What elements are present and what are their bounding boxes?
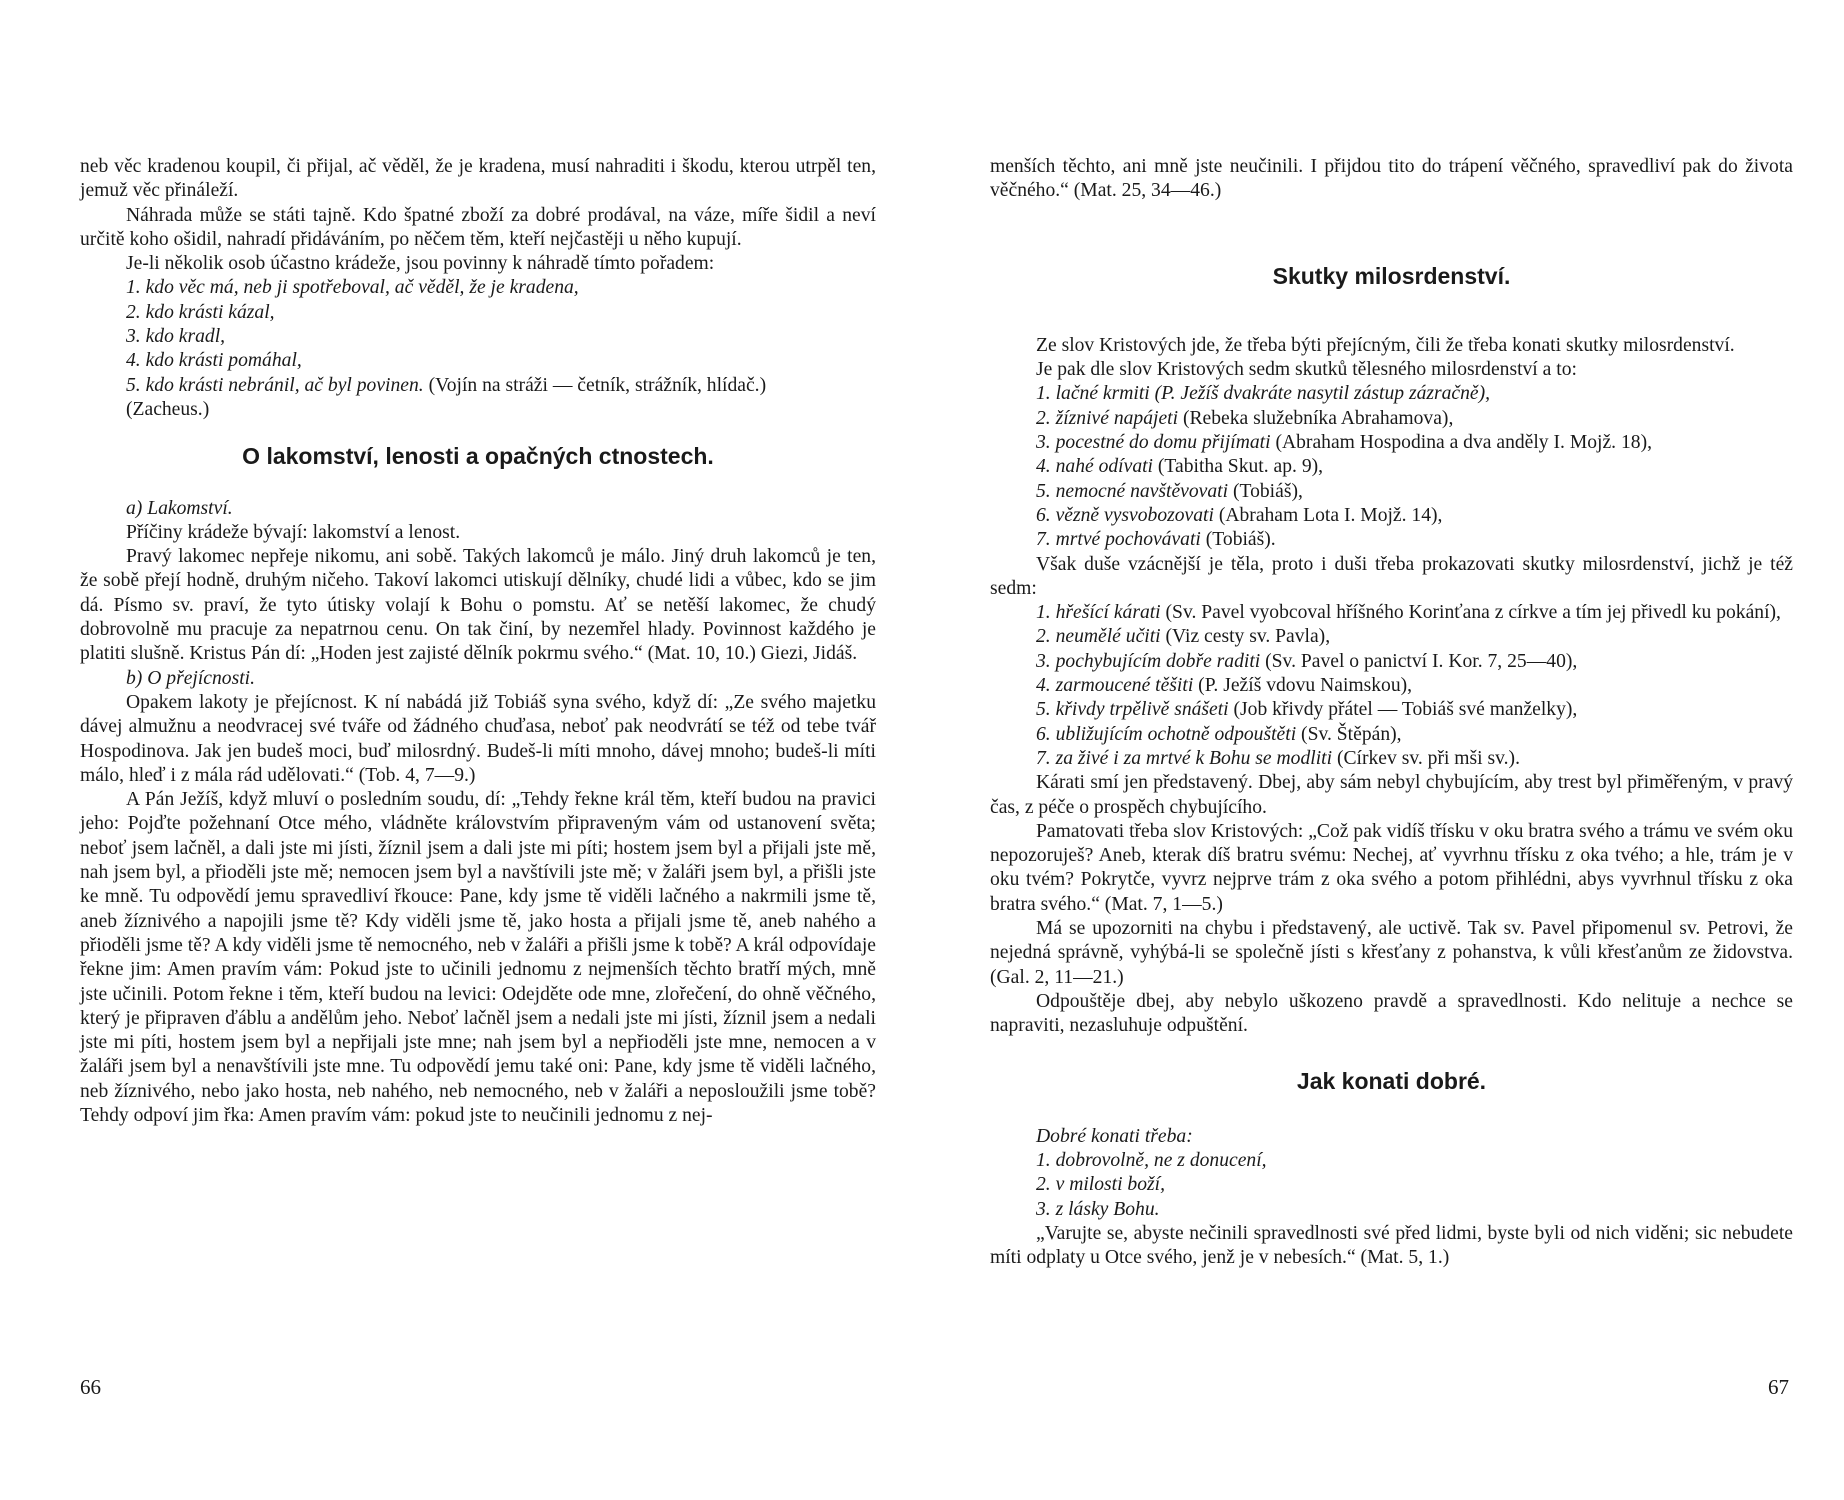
subheading: b) O přejícnosti. (126, 667, 255, 689)
paragraph: Však duše vzácnější je těla, proto i duši třeba prokazovati skutky milosrdenství, jichž je též sedm: (990, 553, 1793, 599)
list-item: 3. kdo kradl, (126, 326, 226, 348)
list-item (1036, 455, 1793, 479)
paragraph: A Pán Ježíš, když mluví o posledním soudu, dí: „Tehdy řekne král těm, kteří budou na pravici jeho: Pojďte požehnaní Otce mého, vládněte královstvím připraveným vám od ustanovení světa; neboť jsem lačněl, a dali jste mi jísti, žíznil jsem a dali jste mi píti; hostem jsem byl a přijali jste mě, nah jsem byl, a přioděli jste mě; nemocen jsem byl a navštívili jste mě; v žaláři jsem byl, a přišli jste ke mně. Tu odpovědí jemu spravedliví řkouce: Pane, kdy jsme tě viděli lačného a nakrmili jsme tě, aneb žíznivého a napojili jsme tě? Kdy viděli jsme tě, jako hosta a přijali jsme tě, aneb nahého a přioděli jsme tě? A kdy viděli jsme tě nemocného, neb v žaláři a přišli jsme k tobě? A král odpovídaje řekne jim: Amen pravím vám: Pokud jste to učinili jednomu z nejmenších těchto bratří mých, mně jste učinili. Potom řekne i těm, kteří budou na levici: Odejděte ode mne, zlořečení, do ohně věčného, který je připraven ďáblu a andělům jeho. Neboť lačněl jsem a nedali jste mi jísti, žíznil jsem a nedali jste mi píti, hostem jsem byl a nepřijali jste mne; nah jsem byl a nepřioděli jste mne, nemocen a v žaláři jsem byl a nenavštívili jste mne. Tu odpovědí jemu také oni: Pane, kdy jsme tě viděli lačného, neb žíznivého, nebo jako hosta, neb nahého, neb nemocného, neb v žaláři a neposloužili jsme tobě? Tehdy odpoví jim řka: Amen pravím vám: pokud jste to neučinili jednomu z nej- (80, 789, 876, 1126)
subheading: a) Lakomství. (126, 497, 233, 519)
list-item (1036, 431, 1793, 455)
paragraph: Pravý lakomec nepřeje nikomu, ani sobě. Takých lakomců je málo. Jiný druh lakomců je ten, že sobě přejí hodně, druhým ničeho. Takoví lakomci utiskují dělníky, chudé lidi a vůbec, kdo se jim dá. Písmo sv. praví, že tyto útisky volají k Bohu o pomstu. Ať se netěší lakomec, že chudý dobrovolně mu pracuje za nepatrnou cenu. On tak činí, by nezemřel hlady. Povinnost každého je platiti slušně. Kristus Pán dí: „Hoden jest zajisté dělník pokrmu svého.“ (Mat. 10, 10.) Giezi, Jidáš. (80, 546, 876, 665)
list-item-italic: 3. pocestné do domu přijímati (1036, 432, 1271, 454)
list-item-note: (Církev sv. při mši sv.). (1332, 747, 1520, 769)
list-item-note: (Sv. Pavel vyobcoval hříšného Korinťana z církve a tím jej přivedl ku pokání), (1160, 602, 1781, 624)
list-item-note: (Sv. Pavel o panictví I. Kor. 7, 25—40), (1260, 650, 1578, 672)
list-item-note: (Job křivdy přátel — Tobiáš své manželky), (1228, 699, 1578, 721)
page-number: 66 (80, 1375, 101, 1399)
list-item: 3. z lásky Bohu. (1036, 1198, 1160, 1220)
list-item-italic: 1. lačné krmiti (P. Ježíš dvakráte nasytil zástup zázračně), (1036, 383, 1491, 405)
list-item-italic: 1. hřešící kárati (1036, 602, 1161, 624)
paragraph: Příčiny krádeže bývají: lakomství a lenost. (126, 521, 461, 543)
list-item (1036, 698, 1793, 722)
list-item-italic: 5. křivdy trpělivě snášeti (1036, 699, 1229, 721)
list-item-note: (Tabitha Skut. ap. 9), (1153, 456, 1324, 478)
list-item-italic: 2. neumělé učiti (1036, 626, 1161, 648)
section-heading: Jak konati dobré. (1296, 1067, 1487, 1094)
paragraph: „Varujte se, abyste nečinili spravedlnosti své před lidmi, byste byli od nich viděni; sic nebudete míti odplaty u Otce svého, jenž je v nebesích.“ (Mat. 5, 1.) (990, 1222, 1793, 1269)
list-item-italic: 5. nemocné navštěvovati (1036, 480, 1229, 502)
list-item-note: (Abraham Hospodina a dva anděly I. Mojž. 18), (1270, 432, 1652, 454)
paragraph: Opakem lakoty je přejícnost. K ní nabádá již Tobiáš syna svého, když dí: „Ze svého majetku dávej almužnu a neodvracej své tváře od žádného chuďasa, neboť pak neodvrátí se též od tebe tvář Hospodinova. Jak jen budeš moci, buď milosrdný. Budeš-li míti mnoho, dávej mnoho; budeš-li míti málo, hleď i z mála rád udělovati.“ (Tob. 4, 7—9.) (80, 691, 876, 786)
list-item: 1. dobrovolně, ne z donucení, (1036, 1150, 1267, 1172)
paragraph: Kárati smí jen představený. Dbej, aby sám nebyl chybujícím, aby trest byl přiměřeným, v pravý čas, z péče o prospěch chybujícího. (990, 772, 1793, 818)
list-item-note: (Tobiáš). (1200, 529, 1276, 551)
list-item: 4. kdo krásti pomáhal, (126, 350, 302, 372)
list-item-italic: 7. za živé i za mrtvé k Bohu se modliti (1036, 747, 1333, 769)
paragraph: Náhrada může se státi tajně. Kdo špatné zboží za dobré prodával, na váze, míře šidil a neví určitě koho ošidil, nahradí přidáváním, po něčem těm, kteří nejčastěji u něho kupují. (80, 204, 876, 250)
list-item (1036, 504, 1793, 528)
list-item-note: (Vojín na stráži — četník, strážník, hlídač.) (423, 374, 767, 396)
page-number: 67 (1768, 1375, 1789, 1399)
list-item (1036, 382, 1793, 406)
section-heading: O lakomství, lenosti a opačných ctnostech. (242, 443, 714, 470)
citation: (Zacheus.) (126, 398, 210, 420)
list-item (1036, 674, 1793, 698)
paragraph: Ze slov Kristových jde, že třeba býti přejícným, čili že třeba konati skutky milosrdenství. (1036, 334, 1735, 356)
left-page (80, 155, 876, 1128)
list-item (80, 374, 876, 398)
list-item-note: (P. Ježíš vdovu Naimskou), (1193, 675, 1413, 697)
list-item (1036, 625, 1793, 649)
paragraph: Má se upozorniti na chybu i představený, ale uctivě. Tak sv. Pavel připomenul sv. Petrovi, že nejedná správně, vyhýbá-li se společně jísti s křesťany z pohanstva, k vůli křesťanům ze židovstva. (Gal. 2, 11—21.) (990, 918, 1793, 988)
list-item-italic: 5. kdo krásti nebránil, ač byl povinen. (126, 374, 424, 396)
list-item: 2. v milosti boží, (1036, 1174, 1165, 1196)
list-item-note: (Viz cesty sv. Pavla), (1160, 626, 1331, 648)
paragraph: neb věc kradenou koupil, či přijal, ač věděl, že je kradena, musí nahraditi i škodu, kterou utrpěl ten, jemuž věc přináleží. (80, 156, 876, 202)
list-item: 2. kdo krásti kázal, (126, 301, 275, 323)
list-item-italic: 7. mrtvé pochovávati (1036, 529, 1201, 551)
list-item (990, 601, 1793, 625)
list-item (1036, 723, 1793, 747)
list-item (1036, 650, 1793, 674)
list-item-italic: 2. žíznivé napájeti (1036, 407, 1179, 429)
list-item-italic: 3. pochybujícím dobře raditi (1036, 650, 1261, 672)
list-item-italic: 4. nahé odívati (1036, 456, 1153, 478)
list-item-note: (Rebeka služebníka Abrahamova), (1178, 407, 1454, 429)
list-item (1036, 480, 1793, 504)
section-heading: Skutky milosrdenství. (1272, 262, 1511, 289)
right-page (990, 155, 1793, 1271)
list-item (1036, 407, 1793, 431)
list-item (1036, 528, 1793, 552)
list-item-note: (Sv. Štěpán), (1296, 723, 1402, 745)
paragraph: Odpouštěje dbej, aby nebylo uškozeno pravdě a spravedlnosti. Kdo nelituje a nechce se napraviti, nezasluhuje odpuštění. (990, 990, 1793, 1037)
list-item-italic: 6. ubližujícím ochotně odpouštěti (1036, 723, 1297, 745)
list-item-note: (Abraham Lota I. Mojž. 14), (1213, 504, 1443, 526)
paragraph: Pamatovati třeba slov Kristových: „Což pak vidíš třísku v oku bratra svého a trámu ve svém oku nepozoruješ? Aneb, kterak díš bratru svému: Nechej, ať vyvrhnu třísku z oka tvého; a hle, trám je v oku tvém? Pokrytče, vyvrz neјprve trám z oka svého a potom přihlédni, abys vyvrhnul třísku z oka bratra svého.“ (Mat. 7, 1—5.) (990, 820, 1793, 915)
list-item: 1. kdo věc má, neb ji spotřeboval, ač věděl, že je kradena, (126, 277, 579, 299)
paragraph: menších těchto, ani mně jste neučinili. I přijdou tito do trápení věčného, spravedliví pak do života věčného.“ (Mat. 25, 34—46.) (990, 156, 1793, 202)
paragraph: Je pak dle slov Kristových sedm skutků tělesného milosrdenství a to: (1036, 359, 1577, 381)
list-item-italic: 4. zarmoucené těšiti (1036, 675, 1194, 697)
subheading: Dobré konati třeba: (1036, 1125, 1193, 1147)
list-item-italic: 6. vězně vysvobozovati (1036, 504, 1214, 526)
paragraph: Je-li několik osob účastno krádeže, jsou povinny k náhradě tímto pořadem: (126, 253, 715, 275)
list-item-note: (Tobiáš), (1228, 480, 1303, 502)
list-item (1036, 747, 1793, 771)
